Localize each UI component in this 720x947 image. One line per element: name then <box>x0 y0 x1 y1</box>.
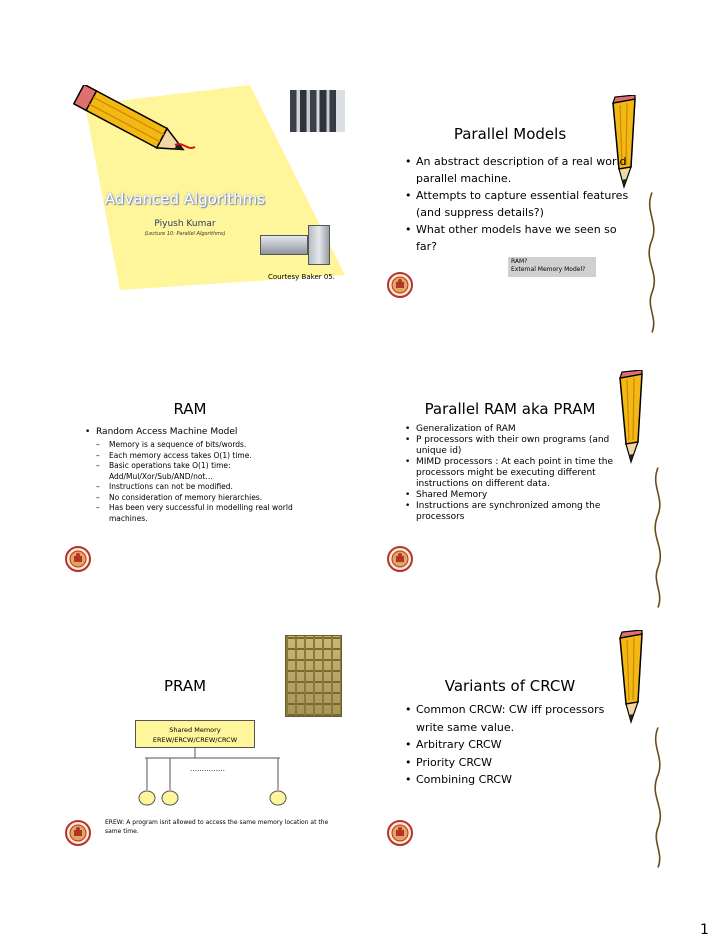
bullet-item: • Generalization of RAM <box>405 424 630 435</box>
sub-item: – No consideration of memory hierarchies. <box>96 493 330 504</box>
bullet-item: • P processors with their own programs (and unique id) <box>405 435 630 457</box>
note-box <box>508 257 596 277</box>
memory-models: EREW/ERCW/CREW/CRCW <box>152 736 238 744</box>
shared-memory-box <box>135 720 255 748</box>
processor-node <box>139 791 155 805</box>
bullet-list <box>405 153 630 255</box>
sub-item: – Basic operations take O(1) time: Add/Mul/Xor/Sub/AND/not… <box>96 461 330 482</box>
bullet-list <box>85 426 330 524</box>
slide-2-parallel-models <box>380 85 680 285</box>
server-room-photo <box>290 90 345 132</box>
slide-4-pram-definition <box>380 370 680 570</box>
bullet-item: • Common CRCW: CW iff processors write same value. <box>405 701 630 736</box>
bullet-list <box>405 701 630 789</box>
courtesy-note: Courtesy Baker 05. <box>268 273 335 281</box>
university-seal-icon <box>387 546 413 572</box>
chip-die-photo <box>285 635 342 717</box>
ellipsis: …………… <box>190 765 225 773</box>
server-hardware-photo <box>260 225 330 263</box>
processor-diagram <box>65 748 350 808</box>
slide-title: Parallel Models <box>453 125 567 143</box>
university-seal-icon <box>387 820 413 846</box>
note-line: External Memory Model? <box>511 266 586 273</box>
processor-node <box>270 791 286 805</box>
slide-6-crcw-variants <box>380 635 680 835</box>
slide-title: RAM <box>173 400 207 418</box>
slide-5-pram-diagram <box>65 635 350 835</box>
squiggle-decoration <box>642 190 662 335</box>
bullet-item: • Arbitrary CRCW <box>405 736 630 754</box>
processor-node <box>162 791 178 805</box>
bullet-item: • Attempts to capture essential features (and suppress details?) <box>405 187 630 221</box>
bullet-list <box>405 424 630 523</box>
squiggle-decoration <box>648 725 668 870</box>
page-number: 1 <box>700 922 709 938</box>
sub-item: – Each memory access takes O(1) time. <box>96 451 330 462</box>
bullet-item: • An abstract description of a real world parallel machine. <box>405 153 630 187</box>
sub-item: – Has been very successful in modelling real world machines. <box>96 503 330 524</box>
pencil-illustration <box>65 85 205 165</box>
bullet-item: • Instructions are synchronized among the processors <box>405 501 630 523</box>
university-seal-icon <box>387 272 413 298</box>
bullet-item: • Priority CRCW <box>405 754 630 772</box>
university-seal-icon <box>65 820 91 846</box>
slide-1-title: Advanced Algorithms <box>104 190 266 208</box>
slide-1-lecture: (Lecture 10: Parallel Algorithms) <box>144 231 226 237</box>
bullet-text: Random Access Machine Model <box>96 427 238 437</box>
bullet-item: • Combining CRCW <box>405 771 630 789</box>
squiggle-decoration <box>648 465 668 610</box>
bullet-item: • Shared Memory <box>405 490 630 501</box>
slide-1-title <box>85 85 345 285</box>
bullet-item: • What other models have we seen so far? <box>405 221 630 255</box>
sub-list <box>96 440 330 524</box>
slide-caption: EREW: A program isnt allowed to access the same memory location at the same time. <box>105 819 329 835</box>
slide-3-ram <box>65 370 350 570</box>
sub-item: – Instructions can not be modified. <box>96 482 330 493</box>
university-seal-icon <box>65 546 91 572</box>
slide-title: Variants of CRCW <box>444 677 576 695</box>
note-line: RAM? <box>511 258 528 265</box>
slide-title: Parallel RAM aka PRAM <box>424 400 596 418</box>
slide-title: PRAM <box>163 677 207 695</box>
bullet-item: • MIMD processors : At each point in time the processors might be executing different instructions on different data. <box>405 457 630 490</box>
slide-1-author: Piyush Kumar <box>154 219 216 229</box>
memory-label: Shared Memory <box>169 726 221 734</box>
bullet-item <box>85 426 330 524</box>
sub-item: – Memory is a sequence of bits/words. <box>96 440 330 451</box>
